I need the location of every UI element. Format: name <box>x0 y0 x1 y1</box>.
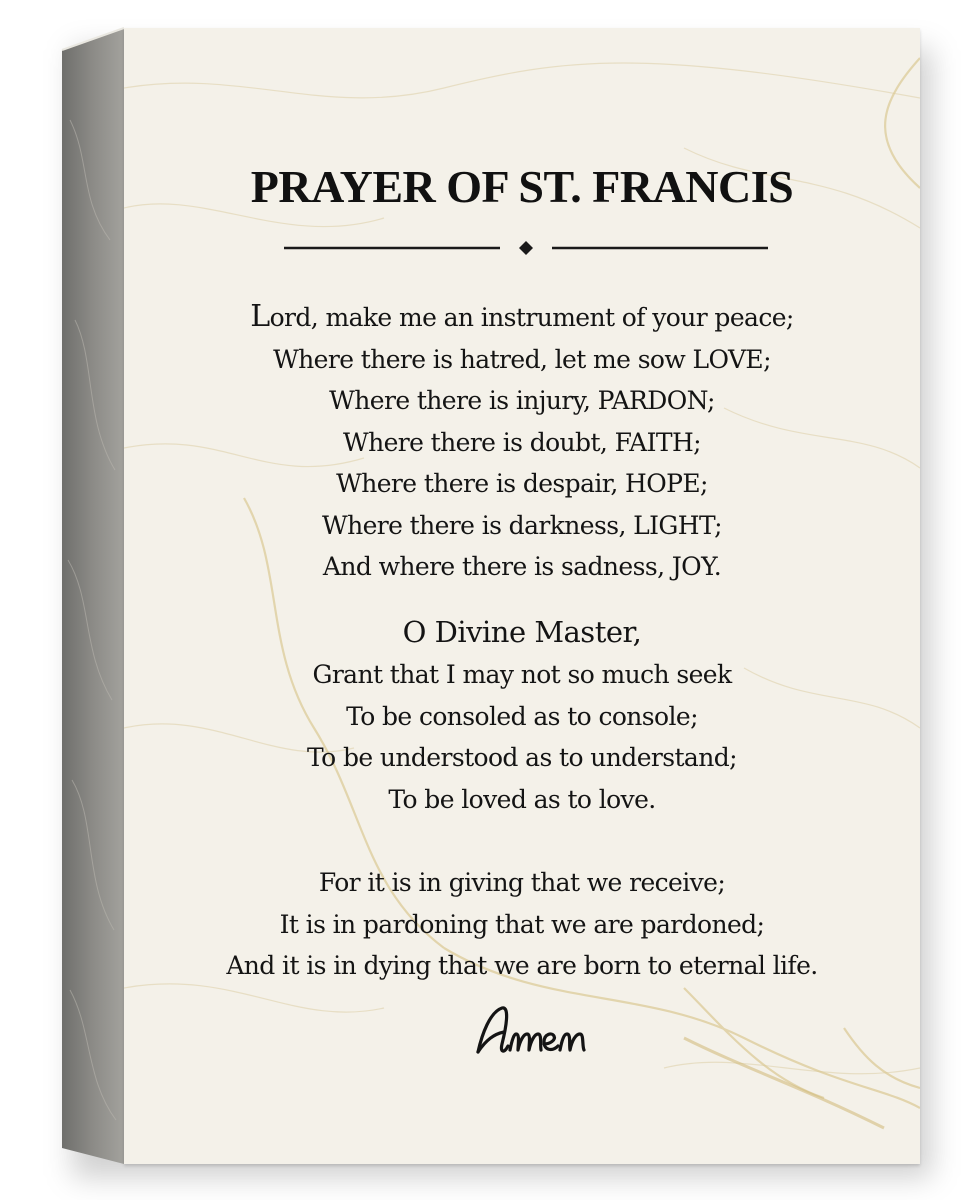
prayer-line: Where there is doubt, FAITH; <box>343 427 701 457</box>
title-divider <box>284 240 768 256</box>
prayer-text-block <box>124 28 920 1164</box>
prayer-line: Where there is darkness, LIGHT; <box>321 510 722 540</box>
prayer-line: Where there is injury, PARDON; <box>329 386 715 415</box>
amen-script-signature <box>472 994 592 1064</box>
prayer-line: And it is in dying that we are born to eternal life. <box>226 951 818 980</box>
prayer-line: Where there is hatred, let me sow LOVE; <box>273 344 771 374</box>
stanza-one <box>124 296 920 588</box>
stanza-two <box>124 610 920 820</box>
prayer-line: To be consoled as to console; <box>346 701 698 731</box>
diamond-ornament-icon <box>519 241 533 255</box>
prayer-line: For it is in giving that we receive; <box>318 868 726 897</box>
prayer-line: To be understood as to understand; <box>307 743 737 772</box>
prayer-line: And where there is sadness, JOY. <box>322 552 722 581</box>
prayer-line: To be loved as to love. <box>388 784 656 814</box>
canvas-front <box>124 28 920 1164</box>
prayer-line: Grant that I may not so much seek <box>312 660 732 689</box>
prayer-title: PRAYER OF ST. FRANCIS <box>250 161 794 212</box>
prayer-line: Lord, make me an instrument of your peace; <box>250 299 794 334</box>
prayer-line: Where there is despair, HOPE; <box>336 469 708 498</box>
stanza-three <box>124 862 920 987</box>
stanza-heading: O Divine Master, <box>402 615 642 649</box>
prayer-line: It is in pardoning that we are pardoned; <box>279 909 765 939</box>
